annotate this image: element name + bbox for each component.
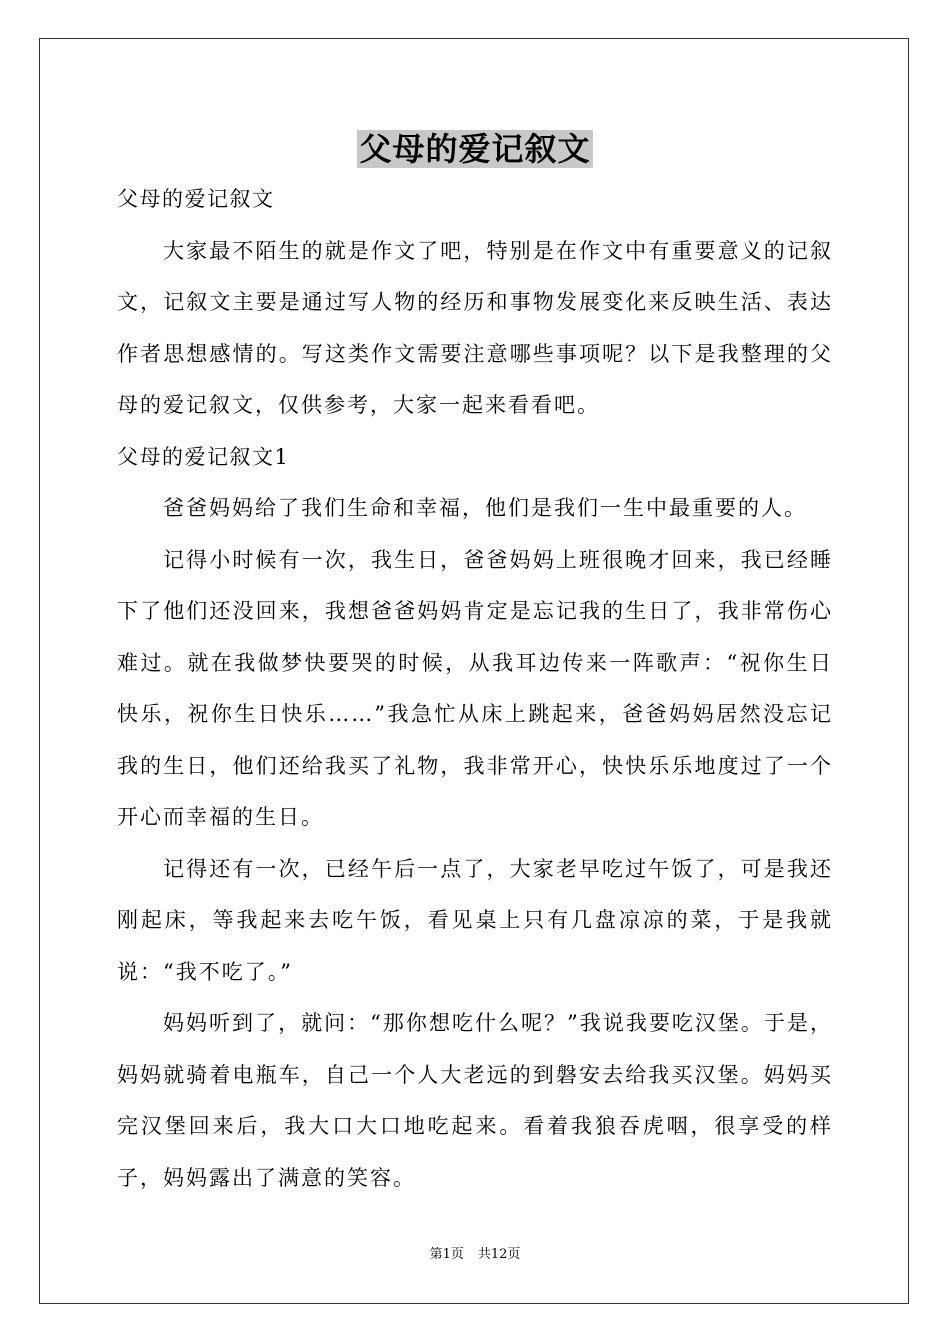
intro-heading: 父母的爱记叙文	[117, 187, 275, 211]
document-body	[117, 174, 833, 1204]
section-heading: 父母的爱记叙文1	[117, 444, 290, 469]
document-title-text: 父母的爱记叙文	[359, 130, 591, 168]
body-paragraph: 爸爸妈妈给了我们生命和幸福，他们是我们一生中最重要的人。	[163, 496, 807, 520]
body-paragraph: 妈妈听到了，就问：“那你想吃什么呢？”我说我要吃汉堡。于是，妈妈就骑着电瓶车，自己一个人大老远的到磐安去给我买汉堡。妈妈买完汉堡回来后，我大口大口地吃起来。看着我狼吞虎咽，很享受的样子，妈妈露出了满意的笑容。	[117, 1011, 833, 1190]
intro-paragraph: 大家最不陌生的就是作文了吧，特别是在作文中有重要意义的记叙文，记叙文主要是通过写人物的经历和事物发展变化来反映生活、表达作者思想感情的。写这类作文需要注意哪些事项呢？以下是我整理的父母的爱记叙文，仅供参考，大家一起来看看吧。	[117, 238, 833, 417]
body-paragraph: 记得还有一次，已经午后一点了，大家老早吃过午饭了，可是我还刚起床，等我起来去吃午饭，看见桌上只有几盘凉凉的菜，于是我就说：“我不吃了。”	[117, 856, 833, 984]
page-number: 第1页	[429, 1247, 464, 1262]
document-title	[0, 126, 950, 172]
page-footer	[0, 1245, 950, 1265]
body-paragraph: 记得小时候有一次，我生日，爸爸妈妈上班很晚才回来，我已经睡下了他们还没回来，我想爸爸妈妈肯定是忘记我的生日了，我非常伤心难过。就在我做梦快要哭的时候，从我耳边传来一阵歌声：“祝你生日快乐，祝你生日快乐……”我急忙从床上跳起来，爸爸妈妈居然没忘记我的生日，他们还给我买了礼物，我非常开心，快快乐乐地度过了一个开心而幸福的生日。	[117, 547, 833, 829]
page-total: 共12页	[477, 1247, 521, 1262]
